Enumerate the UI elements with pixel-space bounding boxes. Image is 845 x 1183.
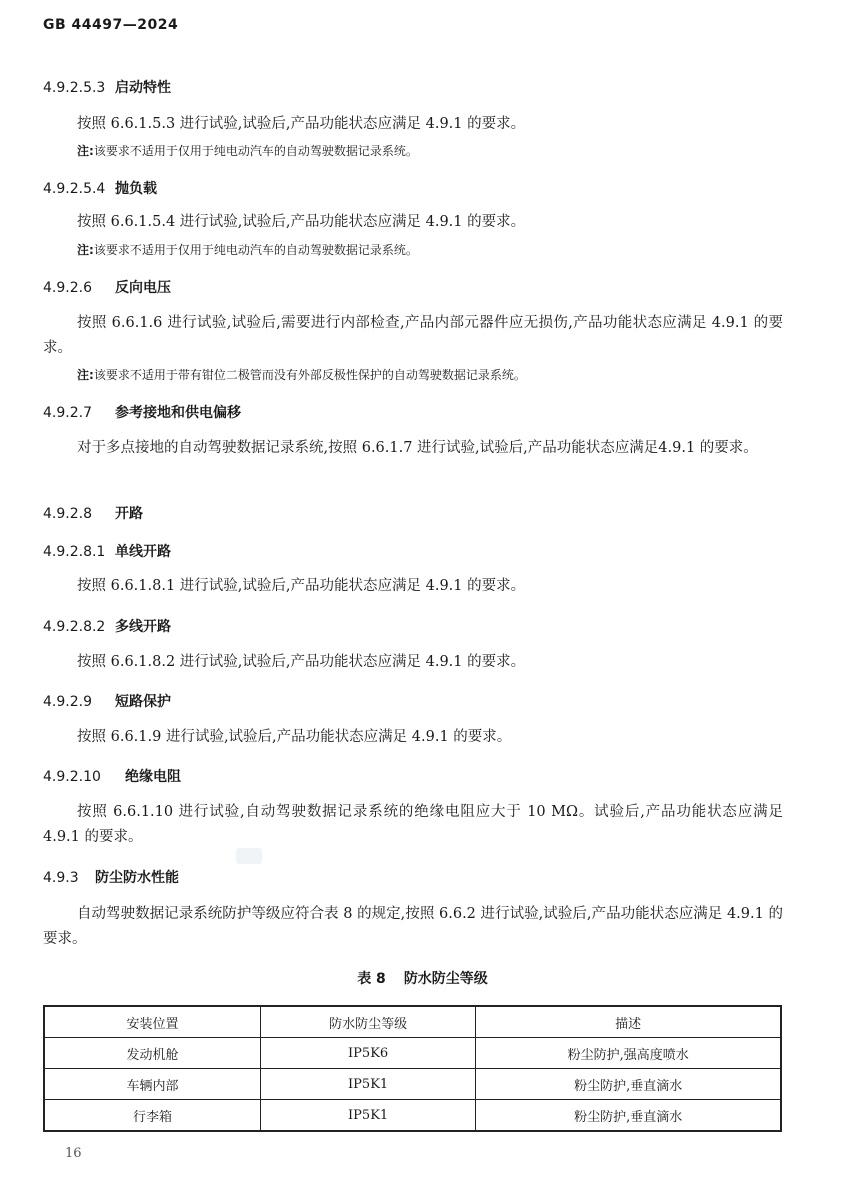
- page-number: 16: [65, 1146, 82, 1161]
- section-heading-4-9-2-8: [43, 503, 143, 523]
- section-number: 4.9.2.9: [43, 694, 92, 710]
- section-number: 4.9.2.7: [43, 405, 92, 421]
- section-title: 开路: [115, 506, 143, 522]
- section-heading-4-9-2-8-2: [43, 616, 171, 636]
- cell-description: 粉尘防护,强高度喷水: [476, 1038, 781, 1069]
- note-label: 注:: [77, 243, 94, 257]
- table-row: [44, 1100, 781, 1132]
- header-install-location: 安装位置: [44, 1006, 260, 1038]
- section-number: 4.9.3: [43, 870, 79, 886]
- paragraph: 按照 6.6.1.5.4 进行试验,试验后,产品功能状态应满足 4.9.1 的要求。: [77, 214, 526, 230]
- paragraph: 按照 6.6.1.8.2 进行试验,试验后,产品功能状态应满足 4.9.1 的要求。: [77, 654, 526, 670]
- cell-description: 粉尘防护,垂直滴水: [476, 1069, 781, 1100]
- table-row: [44, 1038, 781, 1069]
- paragraph: 按照 6.6.1.9 进行试验,试验后,产品功能状态应满足 4.9.1 的要求。: [77, 729, 512, 745]
- section-title: 防尘防水性能: [95, 870, 179, 886]
- header-description: 描述: [476, 1006, 781, 1038]
- cell-protection-level: IP5K1: [260, 1069, 475, 1100]
- header-protection-level: 防水防尘等级: [260, 1006, 475, 1038]
- section-heading-4-9-2-7: [43, 402, 241, 422]
- paragraph: 按照 6.6.1.5.3 进行试验,试验后,产品功能状态应满足 4.9.1 的要求。: [77, 116, 526, 132]
- paragraph: 按照 6.6.1.10 进行试验,自动驾驶数据记录系统的绝缘电阻应大于 10 MΩ。试验后,产品功能状态应满足 4.9.1 的要求。: [43, 804, 783, 845]
- section-title: 绝缘电阻: [125, 769, 181, 785]
- cell-protection-level: IP5K1: [260, 1100, 475, 1132]
- note: [77, 241, 418, 258]
- section-heading-4-9-2-5-4: [43, 178, 157, 198]
- section-heading-4-9-2-8-1: [43, 541, 171, 561]
- note: [77, 142, 418, 159]
- cell-protection-level: IP5K6: [260, 1038, 475, 1069]
- note-text: 该要求不适用于仅用于纯电动汽车的自动驾驶数据记录系统。: [93, 243, 418, 257]
- note-label: 注:: [77, 368, 94, 382]
- standard-code: GB 44497—2024: [43, 17, 179, 33]
- table-row: [44, 1069, 781, 1100]
- section-title: 启动特性: [115, 80, 171, 96]
- watermark-logo: [236, 848, 262, 864]
- note-label: 注:: [77, 144, 94, 158]
- section-title: 多线开路: [115, 619, 171, 635]
- table-caption-title: 防水防尘等级: [403, 971, 488, 987]
- section-title: 参考接地和供电偏移: [115, 405, 241, 421]
- note-text: 该要求不适用于带有钳位二极管而没有外部反极性保护的自动驾驶数据记录系统。: [93, 368, 526, 382]
- paragraph: 对于多点接地的自动驾驶数据记录系统,按照 6.6.1.7 进行试验,试验后,产品功能状态应满足4.9.1 的要求。: [77, 440, 758, 456]
- note: [77, 366, 526, 383]
- section-number: 4.9.2.5.3: [43, 80, 106, 96]
- cell-install-location: 行李箱: [44, 1100, 260, 1132]
- section-number: 4.9.2.8.2: [43, 619, 106, 635]
- cell-install-location: 车辆内部: [44, 1069, 260, 1100]
- table-caption-number: 表 8: [357, 971, 386, 987]
- table-caption: [0, 968, 845, 988]
- section-title: 单线开路: [115, 544, 171, 560]
- table-header-row: [44, 1006, 781, 1038]
- cell-description: 粉尘防护,垂直滴水: [476, 1100, 781, 1132]
- section-heading-4-9-2-10: [43, 766, 181, 786]
- section-heading-4-9-2-6: [43, 277, 171, 297]
- section-number: 4.9.2.8: [43, 506, 92, 522]
- protection-level-table: [43, 1005, 782, 1132]
- section-number: 4.9.2.6: [43, 280, 92, 296]
- section-heading-4-9-2-9: [43, 691, 171, 711]
- paragraph: 按照 6.6.1.8.1 进行试验,试验后,产品功能状态应满足 4.9.1 的要求。: [77, 578, 526, 594]
- section-title: 短路保护: [115, 694, 171, 710]
- section-title: 反向电压: [115, 280, 171, 296]
- cell-install-location: 发动机舱: [44, 1038, 260, 1069]
- section-number: 4.9.2.8.1: [43, 544, 106, 560]
- note-text: 该要求不适用于仅用于纯电动汽车的自动驾驶数据记录系统。: [93, 144, 418, 158]
- section-heading-4-9-3: [43, 867, 179, 887]
- section-title: 抛负载: [115, 181, 157, 197]
- paragraph: 自动驾驶数据记录系统防护等级应符合表 8 的规定,按照 6.6.2 进行试验,试验后,产品功能状态应满足 4.9.1 的要求。: [43, 906, 783, 947]
- section-heading-4-9-2-5-3: [43, 77, 171, 97]
- paragraph: 按照 6.6.1.6 进行试验,试验后,需要进行内部检查,产品内部元器件应无损伤,产品功能状态应满足 4.9.1 的要求。: [43, 315, 783, 356]
- section-number: 4.9.2.5.4: [43, 181, 106, 197]
- section-number: 4.9.2.10: [43, 769, 101, 785]
